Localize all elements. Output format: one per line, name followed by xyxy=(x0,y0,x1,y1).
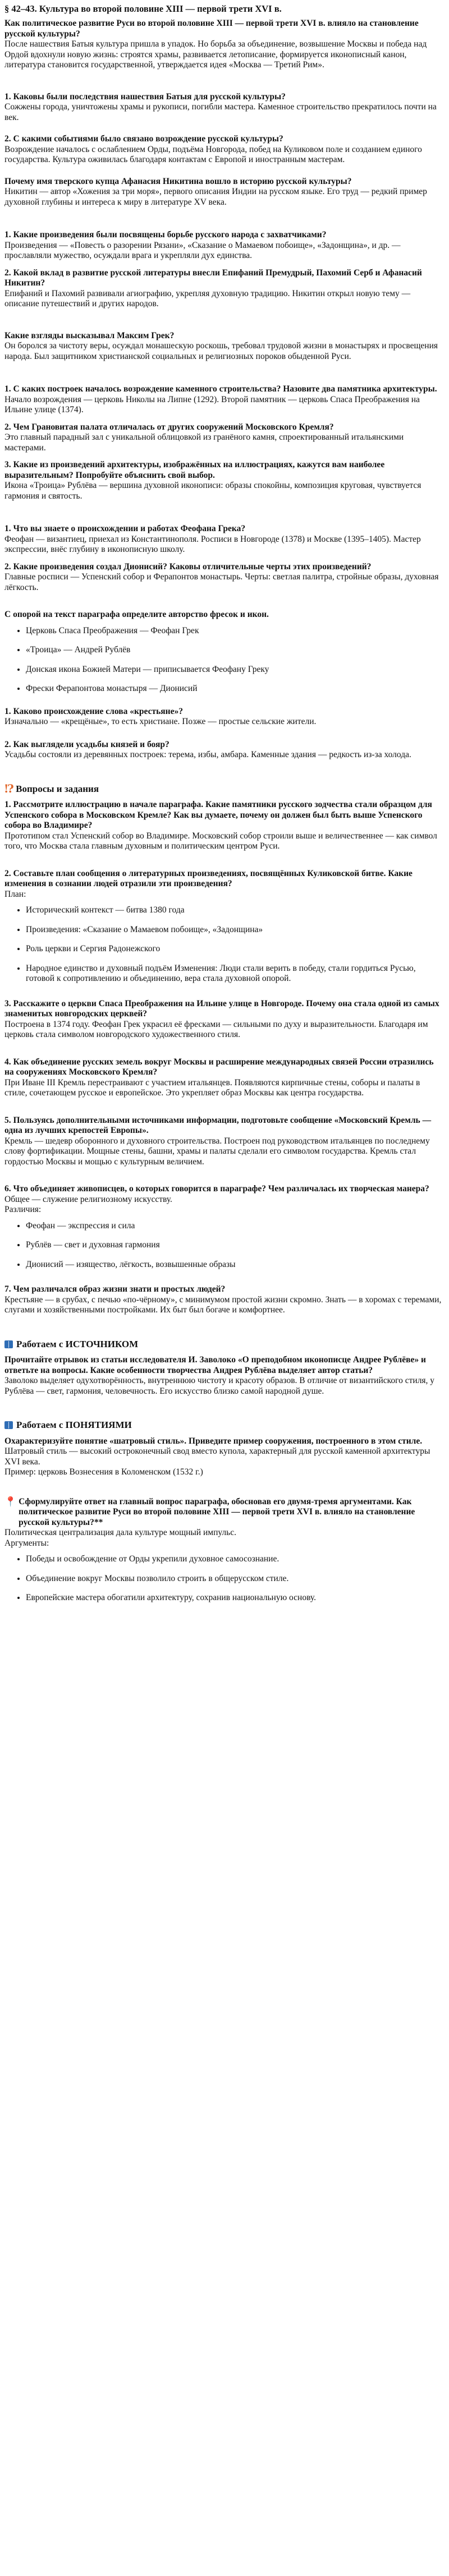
question: Почему имя тверского купца Афанасия Никитина вошло в историю русской культуры? xyxy=(4,176,352,186)
question: 2. Какой вклад в развитие русской литературы внесли Епифаний Премудрый, Пахомий Серб и Афанасий Никитин? xyxy=(4,268,422,288)
task-answer: Кремль — шедевр оборонного и духовного строительства. Построен под руководством итальянцев по последнему слову фортификации. Мощные стены, башни, храмы и палаты сделали его символом государства. Кремль стал гордостью Москвы и мощью с культурным величием. xyxy=(4,1136,430,1167)
task-lead: Различия: xyxy=(4,1205,42,1214)
intro-answer: После нашествия Батыя культура пришла в упадок. Но борьба за объединение, возвышение Москвы и победа над Ордой вдохнули новую жизнь: строятся храмы, развивается летописание, формируется иконописный канон, литература становится государственной, утверждается идея «Москва — Третий Рим». xyxy=(4,39,427,70)
list-item: • Фрески Ферапонтова монастыря — Дионисий xyxy=(26,684,445,694)
list-item: • Роль церкви и Сергия Радонежского xyxy=(26,944,445,955)
question: С опорой на текст параграфа определите авторство фресок и икон. xyxy=(4,610,269,619)
question: Какие взгляды высказывал Максим Грек? xyxy=(4,330,175,340)
source-answer: Заволоко выделяет одухотворённость, внутреннюю чистоту и красоту образов. В отличие от византийского стиля, у Рублёва — свет, гармония, человечность. Его искусство близко самой народной душе. xyxy=(4,1376,435,1396)
question: 2. Как выглядели усадьбы князей и бояр? xyxy=(4,739,169,749)
book-icon xyxy=(4,1421,13,1429)
list-item: • Феофан — экспрессия и сила xyxy=(26,1221,445,1232)
pin-icon: 📍 xyxy=(4,1496,17,1507)
final-answer: Политическая централизация дала культуре мощный импульс. xyxy=(4,1528,236,1537)
concepts-example: Пример: церковь Вознесения в Коломенском (1532 г.) xyxy=(4,1467,203,1477)
list-item: • Объединение вокруг Москвы позволило строить в общерусском стиле. xyxy=(26,1574,445,1584)
question: 1. Какие произведения были посвящены борьбе русского народа с захватчиками? xyxy=(4,230,327,239)
task-question: 5. Пользуясь дополнительными источниками информации, подготовьте сообщение «Московский Кремль — одна из лучших крепостей Европы». xyxy=(4,1115,432,1135)
task-question: 4. Как объединение русских земель вокруг Москвы и расширение международных связей России отразились на сооружениях Московского Кремля? xyxy=(4,1057,434,1077)
source-header xyxy=(4,1339,445,1350)
task-question: 2. Составьте план сообщения о литературных произведениях, посвящённых Куликовской битве. Какие изменения в сознании людей отразили эти произведения? xyxy=(4,868,413,888)
answer: Феофан — византиец, приехал из Константинополя. Росписи в Новгороде (1378) и Москве (1395–1405). Мастер экспрессии, внёс глубину в иконописную школу. xyxy=(4,534,421,554)
authorship-list xyxy=(4,626,445,694)
question: 1. Каково происхождение слова «крестьяне»? xyxy=(4,706,183,716)
list-item: • Победы и освобождение от Орды укрепили духовное самосознание. xyxy=(26,1554,445,1565)
answer: Изначально — «крещёные», то есть христиане. Позже — простые сельские жители. xyxy=(4,717,317,726)
answer: Икона «Троица» Рублёва — вершина духовной иконописи: образы спокойны, композиция круговая, чувствуется гармония и святость. xyxy=(4,481,421,501)
answer: Главные росписи — Успенский собор и Ферапонтов монастырь. Черты: светлая палитра, стройные образы, духовная лёгкость. xyxy=(4,572,439,592)
answer: Начало возрождения — церковь Николы на Липне (1292). Второй памятник — церковь Спаса Преображения на Ильине улице (1374). xyxy=(4,394,420,414)
list-item: • Европейские мастера обогатили архитектуру, сохранив национальную основу. xyxy=(26,1593,445,1603)
list-item: • «Троица» — Андрей Рублёв xyxy=(26,645,445,656)
list-item: • Исторический контекст — битва 1380 года xyxy=(26,905,445,916)
final-question-block xyxy=(4,1497,445,1528)
task-question: 1. Рассмотрите иллюстрацию в начале параграфа. Какие памятники русского зодчества стали образцом для Успенского собора в Московском Кремле? Как вы думаете, почему он должен был быть выше Успенского собора во Владимире? xyxy=(4,800,432,830)
answer: Епифаний и Пахомий развивали агиографию, укрепляя духовную традицию. Никитин открыл новую тему — описание путешествий и других народов. xyxy=(4,288,411,308)
concepts-header xyxy=(4,1420,445,1431)
task-question: 3. Расскажите о церкви Спаса Преображения на Ильине улице в Новгороде. Почему она стала одной из самых знаменитых новгородских церквей? xyxy=(4,998,439,1019)
answer: Он боролся за чистоту веры, осуждал монашескую роскошь, требовал трудовой жизни в монастырях и просвещения народа. Был защитником христианской социальных и религиозных пороков обыденной Руси. xyxy=(4,341,438,361)
task-question: 7. Чем различался образ жизни знати и простых людей? xyxy=(4,1284,226,1294)
question: 2. Чем Грановитая палата отличалась от других сооружений Московского Кремля? xyxy=(4,422,334,432)
list-item: • Произведения: «Сказание о Мамаевом побоище», «Задонщина» xyxy=(26,925,445,936)
arguments-list xyxy=(4,1554,445,1603)
task-answer: Прототипом стал Успенский собор во Владимире. Московский собор строили выше и величественнее — как символ того, что Москва стала главным духовным и политическим центром Руси. xyxy=(4,831,437,851)
question-marks-icon: ⁉ xyxy=(4,782,13,795)
list-item: • Рублёв — свет и духовная гармония xyxy=(26,1240,445,1251)
final-question: Сформулируйте ответ на главный вопрос параграфа, обосновав его двумя-тремя аргументами. Как политическое развитие Руси во второй половине XIII — первой трети XVI в. влияло на становление русской культуры?** xyxy=(19,1496,415,1527)
source-question: Прочитайте отрывок из статьи исследователя И. Заволоко «О преподобном иконописце Андрее Рублёве» и ответьте на вопросы. Какие особенности творчества Андрея Рублёва выделяет автор статьи? xyxy=(4,1355,426,1375)
list-item: • Народное единство и духовный подъём Изменения: Люди стали верить в победу, стали гордиться Русью, готовой к сопротивлению и объединению, вера стала духовной опорой. xyxy=(26,964,445,984)
painters-list xyxy=(4,1221,445,1270)
final-lead: Аргументы: xyxy=(4,1538,49,1548)
answer: Возрождение началось с ослаблением Орды, подъёма Новгорода, побед на Куликовом поле и созданием единого государства. Культура оживилась благодаря контактам с Европой и иностранным мастерам. xyxy=(4,144,422,164)
task-plan-list xyxy=(4,905,445,984)
concepts-question: Охарактеризуйте понятие «шатровый стиль». Приведите пример сооружения, построенного в этом стиле. xyxy=(4,1436,423,1446)
answer: Произведения — «Повесть о разорении Рязани», «Сказание о Мамаевом побоище», «Задонщина», и др. — прославляли мужество, осуждали врага и укрепляли дух единства. xyxy=(4,240,401,260)
page-title: § 42–43. Культура во второй половине XIII — первой трети XVI в. xyxy=(4,3,282,14)
question: 3. Какие из произведений архитектуры, изображённых на иллюстрациях, кажутся вам наиболее выразительным? Попробуйте объяснить свой выбор. xyxy=(4,460,385,480)
concepts-header-label: Работаем с ПОНЯТИЯМИ xyxy=(16,1420,132,1430)
list-item: • Донская икона Божией Матери — приписывается Феофану Греку xyxy=(26,665,445,675)
source-header-label: Работаем с ИСТОЧНИКОМ xyxy=(16,1338,139,1349)
answer: Никитин — автор «Хожения за три моря», первого описания Индии на русском языке. Его труд — редкий пример духовной глубины и интереса к миру в литературе XV века. xyxy=(4,187,427,207)
list-item: • Дионисий — изящество, лёгкость, возвышенные образы xyxy=(26,1260,445,1270)
intro-question: Как политическое развитие Руси во второй половине XIII — первой трети XVI в. влияло на становление русской культуры? xyxy=(4,19,419,39)
list-item: • Церковь Спаса Преображения — Феофан Грек xyxy=(26,626,445,637)
question: 1. С каких построек началось возрождение каменного строительства? Назовите два памятника архитектуры. xyxy=(4,384,437,394)
answer: Усадьбы состояли из деревянных построек: терема, избы, амбара. Каменные здания — редкость из-за холода. xyxy=(4,750,411,759)
answer: Это главный парадный зал с уникальной облицовкой из гранёного камня, спроектированный итальянскими мастерами. xyxy=(4,432,404,453)
task-answer: При Иване III Кремль перестраивают с участием итальянцев. Появляются кирпичные стены, соборы и палаты в стиле, сочетающем русское и европейское. Это укрепляет образ Москвы как центра государства. xyxy=(4,1077,420,1098)
task-question: 6. Что объединяет живописцев, о которых говорится в параграфе? Чем различалась их творческая манера? xyxy=(4,1184,429,1193)
question: 2. Какие произведения создал Дионисий? Каковы отличительные черты этих произведений? xyxy=(4,561,372,572)
question: 1. Что вы знаете о происхождении и работах Феофана Грека? xyxy=(4,524,246,533)
tasks-header xyxy=(4,784,445,795)
book-icon xyxy=(4,1340,13,1348)
task-lead: План: xyxy=(4,889,26,899)
task-answer: Построена в 1374 году. Феофан Грек украсил её фресками — сильными по духу и выразительности. Благодаря им церковь стала символом новгородского художественного стиля. xyxy=(4,1019,428,1039)
question: 1. Каковы были последствия нашествия Батыя для русской культуры? xyxy=(4,91,286,102)
answer: Сожжены города, уничтожены храмы и рукописи, погибли мастера. Каменное строительство прекратилось почти на век. xyxy=(4,102,437,122)
task-answer: Крестьяне — в срубах, с печью «по-чёрному», с минимумом простой жизни скромно. Знать — в хоромах с теремами, слугами и хозяйственными постройками. Их быт был богаче и комфортнее. xyxy=(4,1294,442,1315)
tasks-header-label: Вопросы и задания xyxy=(16,783,99,794)
task-answer: Общее — служение религиозному искусству. xyxy=(4,1194,172,1204)
question: 2. С какими событиями было связано возрождение русской культуры? xyxy=(4,134,283,144)
concepts-definition: Шатровый стиль — высокий остроконечный свод вместо купола, характерный для русской каменной архитектуры XVI века. xyxy=(4,1446,430,1467)
